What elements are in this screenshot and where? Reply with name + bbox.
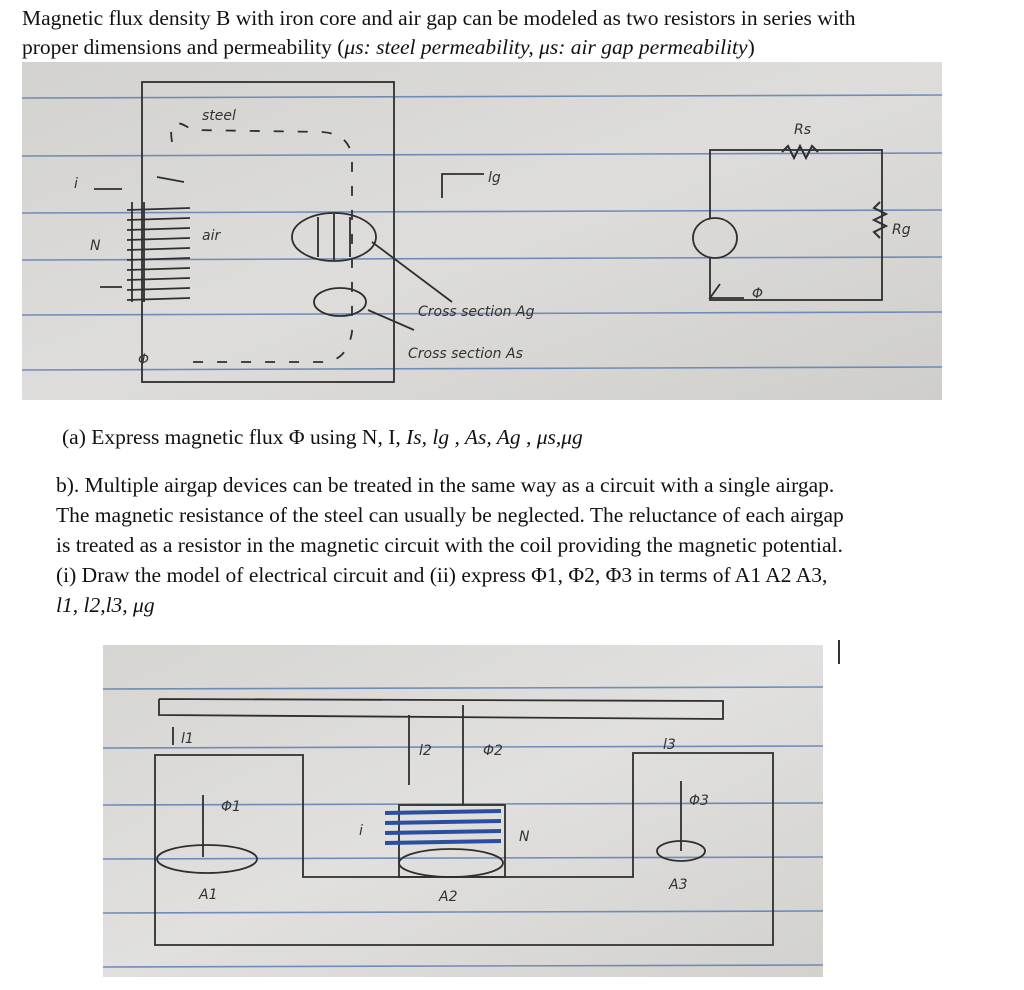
label-a2: A2 bbox=[439, 889, 458, 905]
question-b-line-2: The magnetic resistance of the steel can usually be neglected. The reluctance of each airgap bbox=[56, 503, 844, 527]
mmf-source bbox=[693, 218, 737, 258]
intro-line-2-suffix: ) bbox=[747, 35, 755, 59]
label-i: i bbox=[74, 176, 78, 192]
label-cross-section-ag: Cross section Ag bbox=[418, 304, 535, 320]
label-phi3: Φ3 bbox=[689, 793, 709, 809]
intro-line-2-prefix: proper dimensions and permeability ( bbox=[22, 35, 345, 59]
label-phi-circuit: Φ bbox=[752, 286, 764, 302]
question-b-line-1: b). Multiple airgap devices can be treated in the same way as a circuit with a single airgap. bbox=[56, 473, 835, 497]
label-cross-section-as: Cross section As bbox=[408, 346, 523, 362]
question-a bbox=[62, 423, 583, 452]
label-phi1: Φ1 bbox=[221, 799, 241, 815]
text-cursor bbox=[838, 640, 840, 664]
label-l3: l3 bbox=[663, 737, 676, 753]
intro-line-1: Magnetic flux density B with iron core and air gap can be modeled as two resistors in series with bbox=[22, 6, 856, 30]
question-b-line-3: is treated as a resistor in the magnetic circuit with the coil providing the magnetic potential. bbox=[56, 533, 843, 557]
label-rg: Rg bbox=[892, 222, 911, 238]
label-air: air bbox=[202, 228, 221, 244]
intro-line-2-math: μs: steel permeability, μs: air gap permeability bbox=[344, 35, 748, 59]
sketch-photo-2 bbox=[103, 645, 823, 977]
label-steel: steel bbox=[202, 108, 236, 124]
label-phi2: Φ2 bbox=[483, 743, 503, 759]
question-a-text: (a) Express magnetic flux Φ using N, I, bbox=[62, 425, 407, 449]
label-l1: l1 bbox=[181, 731, 194, 747]
sketch-photo-1 bbox=[22, 62, 942, 400]
label-phi: Φ bbox=[138, 352, 150, 368]
question-b-line-5: l1, l2,l3, μg bbox=[56, 593, 155, 617]
label-a1: A1 bbox=[199, 887, 218, 903]
label-lg: lg bbox=[488, 170, 501, 186]
intro-line-2 bbox=[22, 33, 755, 62]
label-a3: A3 bbox=[669, 877, 688, 893]
label-i-2: i bbox=[359, 823, 363, 839]
label-l2: l2 bbox=[419, 743, 432, 759]
question-b-line-4: (i) Draw the model of electrical circuit and (ii) express Φ1, Φ2, Φ3 in terms of A1 A2 A3, bbox=[56, 563, 828, 587]
question-a-vars: Is, lg , As, Ag , μs,μg bbox=[406, 425, 583, 449]
label-N-2: N bbox=[519, 829, 530, 845]
label-rs: Rs bbox=[794, 122, 812, 138]
label-N: N bbox=[90, 238, 101, 254]
